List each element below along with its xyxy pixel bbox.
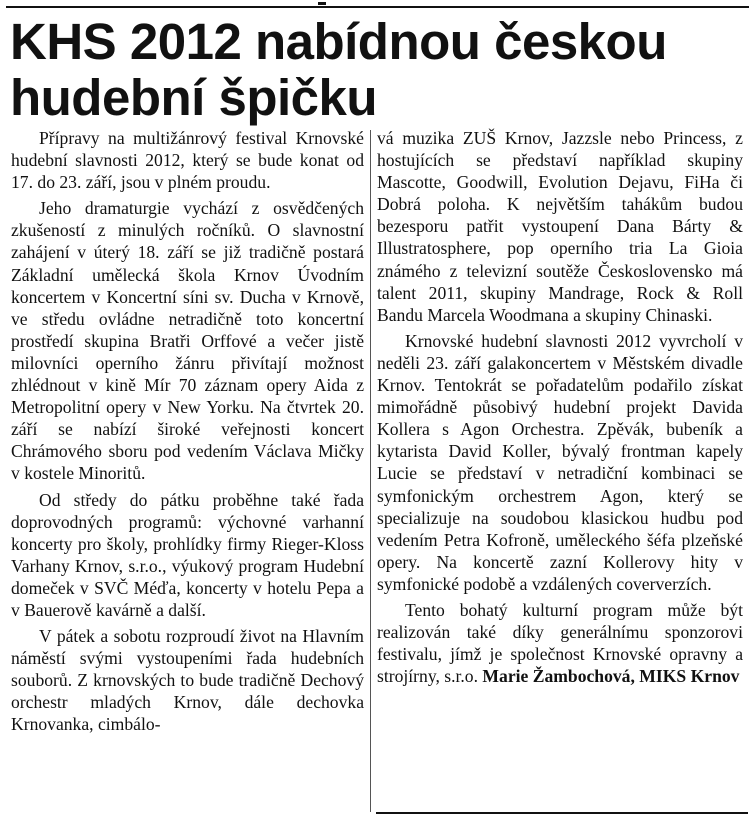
paragraph-continuation: vá muzika ZUŠ Krnov, Jazzsle nebo Princess, z hostujících se představí například skupiny Mascotte, Goodwill, Evolution Dejavu, FiHa či Dobrá poloha. K největším tahákům budou bezesporu patřit vystoupení Dana Bárty & Illustratosphere, pop operního tria La Gioia známého z televizní soutěže Československo má talent 2011, skupiny Mandrage, Rock & Roll Bandu Marcela Woodmana a skupiny Chinaski. <box>377 128 743 325</box>
sponsor-text: Tento bohatý kulturní program může být realizován také díky generálnímu sponzorovi festivalu, jímž je společnost Krnovské opravny a strojírny, s.r.o. <box>377 599 743 687</box>
left-column <box>11 127 364 740</box>
top-rule <box>6 6 749 8</box>
paragraph-square-events: V pátek a sobotu rozproudí život na Hlavním náměstí svými vystoupeními řada hudebních souborů. Z krnovských to bude tradičně Dechový orchestr mladých Krnov, dále dechovka Krnovanka, cimbálo- <box>11 626 364 735</box>
top-rule-mark <box>318 2 326 5</box>
paragraph-dramaturgy: Jeho dramaturgie vychází z osvědčených zkušeností z minulých ročníků. O slavnostní zahájení v úterý 18. září se již tradičně postará Základní umělecká škola Krnov Úvodním koncertem v Koncertní síni sv. Ducha v Krnově, ve středu ovládne netradičně toto koncertní prostředí skupina Bratři Orffové a večer jistě milovníci operního žánru přivítají možnost zhlédnout v kině Mír 70 záznam opery Aida z Metropolitní opery v New Yorku. Na čtvrtek 20. září se nabízí široké veřejnosti koncert Chrámového sboru pod vedením Václava Mičky v kostele Minoritů. <box>11 198 364 484</box>
paragraph-gala-concert: Krnovské hudební slavnosti 2012 vyvrcholí v neděli 23. září galakoncertem v Městském divadle Krnov. Tentokrát se pořadatelům podařilo získat mimořádně působivý hudební projekt Davida Kollera s Agon Orchestra. Zpěvák, bubeník a kytarista David Koller, bývalý frontman kapely Lucie se představí v netradiční kombinaci se symfonickým orchestrem Agon, který se specializuje na soudobou klasickou hudbu pod vedením Petra Kofroně, uměleckého šéfa plzeňské opery. Na koncertě zazní Kollerovy hity v symfonické podobě a vzdálených coververzích. <box>377 330 743 594</box>
right-column <box>377 127 743 691</box>
paragraph-accompanying-programs: Od středy do pátku proběhne také řada doprovodných programů: výchovné varhanní koncerty pro školy, prohlídky firmy Rieger-Kloss Varhany Krnov, s.r.o., výukový program Hudební domeček v SVČ Méďa, koncerty v hotelu Pepa a v Bauerově kavárně a další. <box>11 489 364 620</box>
bottom-rule <box>376 812 748 814</box>
paragraph-intro: Přípravy na multižánrový festival Krnovské hudební slavnosti 2012, který se bude konat od 17. do 23. září, jsou v plném proudu. <box>11 128 364 193</box>
article-author: Marie Žambochová, MIKS Krnov <box>482 666 740 687</box>
paragraph-sponsor <box>377 599 743 687</box>
column-divider <box>370 130 371 812</box>
article-title: KHS 2012 nabídnou českou hudební špičku <box>10 13 667 126</box>
